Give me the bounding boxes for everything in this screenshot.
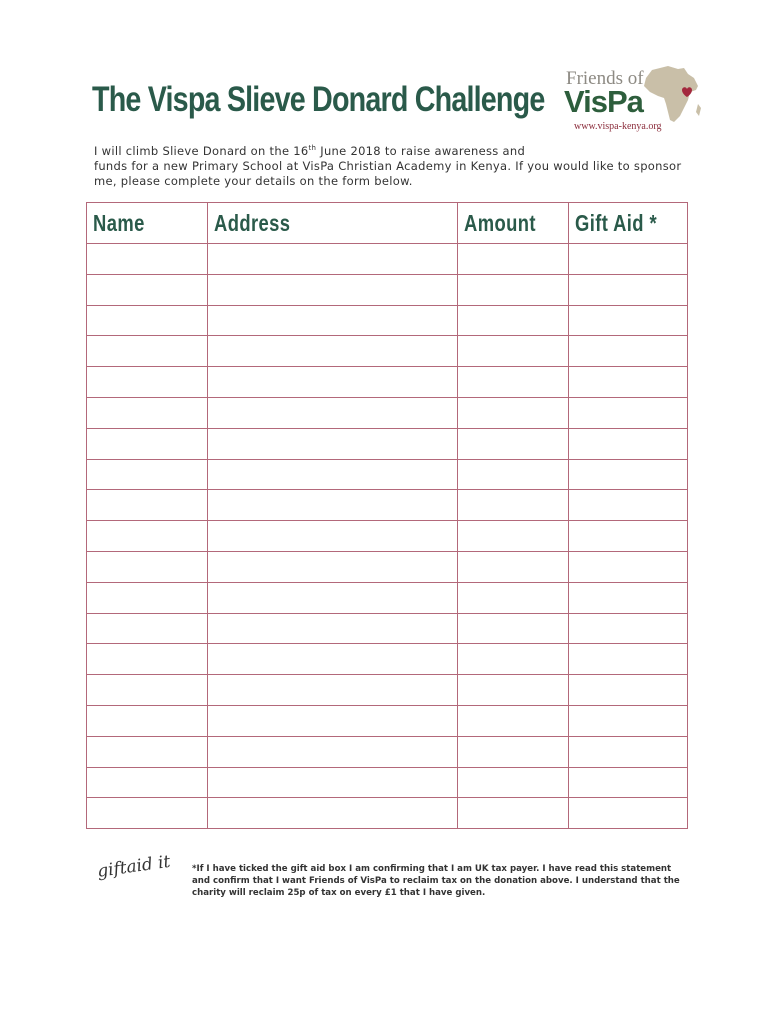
table-row — [87, 367, 688, 398]
header-amount — [458, 203, 569, 244]
address-cell[interactable] — [208, 336, 458, 367]
name-cell[interactable] — [87, 551, 208, 582]
table-row — [87, 613, 688, 644]
friends-of-vispa-logo — [560, 62, 705, 137]
name-cell[interactable] — [87, 644, 208, 675]
logo-friends-of: Friends of — [566, 68, 644, 89]
gift-aid-cell[interactable] — [569, 736, 688, 767]
table-row — [87, 551, 688, 582]
name-cell[interactable] — [87, 582, 208, 613]
address-cell[interactable] — [208, 582, 458, 613]
address-cell[interactable] — [208, 367, 458, 398]
sponsor-form-table — [86, 202, 688, 829]
gift-aid-cell[interactable] — [569, 490, 688, 521]
name-cell[interactable] — [87, 305, 208, 336]
gift-aid-cell[interactable] — [569, 644, 688, 675]
address-cell[interactable] — [208, 397, 458, 428]
africa-map-icon — [638, 64, 704, 126]
name-cell[interactable] — [87, 490, 208, 521]
gift-aid-cell[interactable] — [569, 274, 688, 305]
table-row — [87, 428, 688, 459]
name-cell[interactable] — [87, 367, 208, 398]
gift-aid-cell[interactable] — [569, 367, 688, 398]
name-cell[interactable] — [87, 798, 208, 829]
table-row — [87, 336, 688, 367]
table-row — [87, 459, 688, 490]
name-cell[interactable] — [87, 459, 208, 490]
header-gift-aid — [569, 203, 688, 244]
header-amount-label: Amount — [464, 209, 536, 236]
gift-aid-cell[interactable] — [569, 551, 688, 582]
address-cell[interactable] — [208, 521, 458, 552]
address-cell[interactable] — [208, 428, 458, 459]
name-cell[interactable] — [87, 705, 208, 736]
amount-cell[interactable] — [458, 798, 569, 829]
address-cell[interactable] — [208, 551, 458, 582]
name-cell[interactable] — [87, 397, 208, 428]
intro-text-1: I will climb Slieve Donard on the 16 — [94, 144, 309, 158]
table-row — [87, 675, 688, 706]
name-cell[interactable] — [87, 736, 208, 767]
amount-cell[interactable] — [458, 767, 569, 798]
name-cell[interactable] — [87, 428, 208, 459]
address-cell[interactable] — [208, 613, 458, 644]
intro-text-2: June 2018 to raise awareness and — [316, 144, 526, 158]
table-header-row — [87, 203, 688, 244]
intro-text-3: funds for a new Primary School at VisPa Christian Academy in Kenya. If you would like to sponsor me, please complete your details on the form below. — [94, 159, 682, 188]
amount-cell[interactable] — [458, 551, 569, 582]
amount-cell[interactable] — [458, 305, 569, 336]
table-row — [87, 244, 688, 275]
gift-aid-cell[interactable] — [569, 336, 688, 367]
amount-cell[interactable] — [458, 459, 569, 490]
table-row — [87, 397, 688, 428]
amount-cell[interactable] — [458, 428, 569, 459]
amount-cell[interactable] — [458, 367, 569, 398]
amount-cell[interactable] — [458, 521, 569, 552]
amount-cell[interactable] — [458, 490, 569, 521]
amount-cell[interactable] — [458, 613, 569, 644]
table-row — [87, 305, 688, 336]
header-name — [87, 203, 208, 244]
name-cell[interactable] — [87, 767, 208, 798]
gift-aid-cell[interactable] — [569, 244, 688, 275]
gift-aid-cell[interactable] — [569, 521, 688, 552]
address-cell[interactable] — [208, 490, 458, 521]
amount-cell[interactable] — [458, 705, 569, 736]
header-gift-aid-label: Gift Aid * — [575, 209, 658, 236]
page-title: The Vispa Slieve Donard Challenge — [92, 80, 545, 119]
address-cell[interactable] — [208, 244, 458, 275]
table-row — [87, 736, 688, 767]
name-cell[interactable] — [87, 613, 208, 644]
amount-cell[interactable] — [458, 397, 569, 428]
gift-aid-cell[interactable] — [569, 305, 688, 336]
gift-aid-cell[interactable] — [569, 582, 688, 613]
gift-aid-cell[interactable] — [569, 459, 688, 490]
logo-brand-name: VisPa — [564, 84, 643, 119]
header-address — [208, 203, 458, 244]
address-cell[interactable] — [208, 459, 458, 490]
intro-paragraph — [94, 144, 684, 189]
address-cell[interactable] — [208, 798, 458, 829]
amount-cell[interactable] — [458, 675, 569, 706]
name-cell[interactable] — [87, 336, 208, 367]
amount-cell[interactable] — [458, 336, 569, 367]
table-row — [87, 274, 688, 305]
gift-aid-cell[interactable] — [569, 428, 688, 459]
name-cell[interactable] — [87, 274, 208, 305]
gift-aid-cell[interactable] — [569, 767, 688, 798]
gift-aid-cell[interactable] — [569, 675, 688, 706]
gift-aid-cell[interactable] — [569, 397, 688, 428]
intro-ordinal-suffix: th — [308, 144, 317, 153]
sponsor-rows — [87, 244, 688, 829]
gift-aid-logo: giftaid it — [96, 851, 172, 882]
name-cell[interactable] — [87, 244, 208, 275]
gift-aid-cell[interactable] — [569, 705, 688, 736]
name-cell[interactable] — [87, 521, 208, 552]
header-address-label: Address — [214, 209, 291, 236]
table-row — [87, 767, 688, 798]
table-row — [87, 582, 688, 613]
logo-website-url: www.vispa-kenya.org — [574, 121, 662, 132]
amount-cell[interactable] — [458, 274, 569, 305]
gift-aid-cell[interactable] — [569, 798, 688, 829]
gift-aid-declaration: *If I have ticked the gift aid box I am confirming that I am UK tax payer. I have read this statement and confirm that I want Friends of VisPa to reclaim tax on the donation above. I understand that the charity will reclaim 25p of tax on every £1 that I have given. — [192, 864, 680, 898]
amount-cell[interactable] — [458, 582, 569, 613]
amount-cell[interactable] — [458, 644, 569, 675]
table-row — [87, 705, 688, 736]
address-cell[interactable] — [208, 767, 458, 798]
table-row — [87, 644, 688, 675]
address-cell[interactable] — [208, 705, 458, 736]
name-cell[interactable] — [87, 675, 208, 706]
address-cell[interactable] — [208, 274, 458, 305]
table-row — [87, 490, 688, 521]
address-cell[interactable] — [208, 675, 458, 706]
amount-cell[interactable] — [458, 736, 569, 767]
address-cell[interactable] — [208, 305, 458, 336]
table-row — [87, 798, 688, 829]
address-cell[interactable] — [208, 736, 458, 767]
amount-cell[interactable] — [458, 244, 569, 275]
table-row — [87, 521, 688, 552]
header-name-label: Name — [93, 209, 145, 236]
address-cell[interactable] — [208, 644, 458, 675]
gift-aid-cell[interactable] — [569, 613, 688, 644]
